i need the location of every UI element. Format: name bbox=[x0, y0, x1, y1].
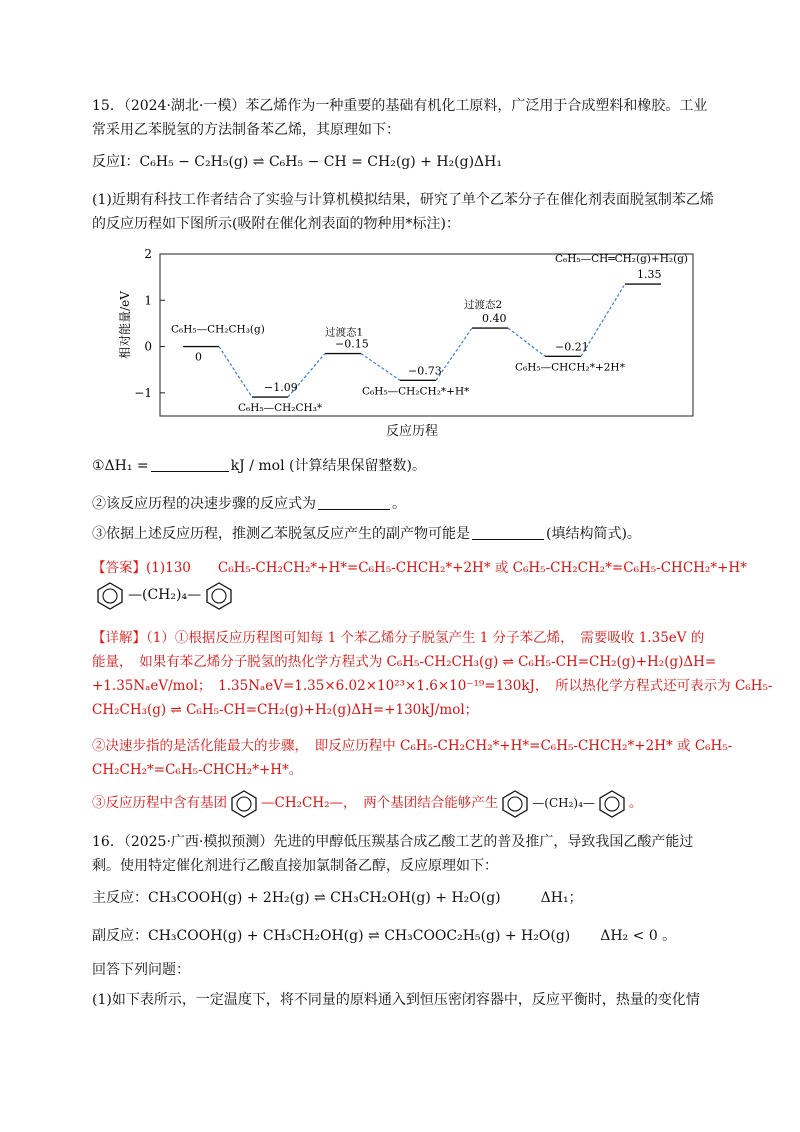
q16-main-reaction bbox=[92, 888, 583, 908]
benzene-ring-icon bbox=[92, 580, 128, 610]
side-reaction-equation: CH₃COOH(g) + CH₃CH₂OH(g) ⇌ CH₃COOC₂H₅(g) + H₂O(g) bbox=[148, 928, 571, 944]
answer-blank-3[interactable] bbox=[472, 525, 544, 540]
q15-sub2 bbox=[92, 494, 406, 514]
y-tick-label: 0 bbox=[144, 339, 152, 354]
detail-text-7: ③反应历程中含有基团 bbox=[92, 795, 227, 811]
y-tick-label: 2 bbox=[144, 247, 152, 261]
connector bbox=[361, 354, 400, 381]
energy-value-label: −0.73 bbox=[408, 364, 442, 378]
detail-line-7 bbox=[92, 788, 642, 820]
species-label: C₆H₅—CH═CH₂(g)+H₂(g) bbox=[555, 253, 689, 266]
q15-part1-line1: (1)近期有科技工作者结合了实验与计算机模拟结果，研究了单个乙苯分子在催化剂表面脱氢制苯乙烯 bbox=[92, 192, 714, 208]
chart-y-axis-label: 相对能量/eV bbox=[118, 291, 132, 359]
reaction-label: 反应Ⅰ： bbox=[92, 154, 140, 170]
species-label: C₆H₅—CH₂CH₂*+H* bbox=[362, 385, 470, 398]
detail-line-6: CH₂CH₂*=C₆H₅-CHCH₂*+H*。 bbox=[92, 762, 303, 778]
q15-sub2-text: ②该反应历程的决速步骤的反应式为 bbox=[92, 496, 316, 512]
benzene-ring-icon bbox=[201, 580, 237, 610]
detail-mid: 两个基团结合能够产生 bbox=[349, 795, 499, 811]
q15-reaction bbox=[92, 152, 502, 172]
chart-x-axis-label: 反应历程 bbox=[386, 424, 439, 439]
main-reaction-equation: CH₃COOH(g) + 2H₂(g) ⇌ CH₃CH₂OH(g) + H₂O(g) bbox=[148, 890, 501, 906]
energy-value-label: −0.15 bbox=[335, 337, 369, 351]
q15-sub3 bbox=[92, 524, 641, 544]
q16-side-reaction bbox=[92, 926, 676, 946]
species-label: C₆H₅—CH₂CH₃* bbox=[238, 402, 323, 415]
q16-prompt: 回答下列问题： bbox=[92, 962, 190, 978]
detail-end: 。 bbox=[628, 795, 643, 811]
q15-sub3-text: ③依据上述反应历程，推测乙苯脱氢反应产生的副产物可能是 bbox=[92, 526, 470, 542]
benzene-ring-icon bbox=[498, 788, 532, 818]
answer-blank-2[interactable] bbox=[318, 495, 390, 510]
detail-chain: —(CH₂)₄— bbox=[532, 796, 595, 810]
answer-tag: 【答案】 bbox=[92, 560, 146, 576]
benzene-ring-icon bbox=[595, 788, 629, 818]
energy-value-label: −0.21 bbox=[555, 340, 589, 354]
answer-text: (1)130 C₆H₅-CH₂CH₂*+H*=C₆H₅-CHCH₂*+2H* 或 C₆H₅-CH₂CH₂*=C₆H₅-CHCH₂*+H* bbox=[146, 560, 747, 576]
q15-stem-line2: 常采用乙苯脱氢的方法制备苯乙烯，其原理如下： bbox=[92, 122, 400, 138]
detail-text-1: （1）①根据反应历程图可知每 1 个苯乙烯分子脱氢产生 1 分子苯乙烯， 需要吸收 1.35eV 的 bbox=[146, 630, 705, 646]
answer-line bbox=[92, 558, 747, 578]
q16-stem-line1: 16．（2025·广西·模拟预测）先进的甲醇低压羰基合成乙酸工艺的普及推广，导致我国乙酸产能过 bbox=[92, 834, 694, 850]
q15-sub1 bbox=[92, 456, 426, 476]
detail-line-1 bbox=[92, 628, 704, 648]
answer-structure bbox=[92, 580, 237, 610]
energy-value-label: 0 bbox=[195, 350, 202, 364]
detail-line-3: +1.35NₐeV/mol； 1.35NₐeV=1.35×6.02×10²³×1.6×10⁻¹⁹=130kJ， 所以热化学方程式还可表示为 C₆H₅- bbox=[92, 678, 773, 694]
answer-chain: —(CH₂)₄— bbox=[128, 587, 202, 603]
detail-line-2: 能量， 如果有苯乙烯分子脱氢的热化学方程式为 C₆H₅-CH₂CH₃(g) ⇌ C₆H₅-CH=CH₂(g)+H₂(g)ΔH= bbox=[92, 654, 717, 670]
energy-value-label: −1.09 bbox=[264, 381, 298, 395]
q15-sub1-text: ①ΔH₁ = bbox=[92, 458, 149, 474]
detail-line-5: ②决速步指的是活化能最大的步骤， 即反应历程中 C₆H₅-CH₂CH₂*+H*=C₆H₅-CHCH₂*+2H* 或 C₆H₅- bbox=[92, 738, 733, 754]
side-reaction-dh: ΔH₂ < 0 。 bbox=[600, 928, 677, 944]
detail-line-4: CH₂CH₃(g) ⇌ C₆H₅-CH=CH₂(g)+H₂(g)ΔH=+130kJ/mol； bbox=[92, 702, 479, 718]
benzene-ring-icon bbox=[227, 788, 261, 818]
species-label: 过渡态1 bbox=[325, 326, 364, 339]
main-reaction-dh: ΔH₁； bbox=[540, 890, 583, 906]
reaction-equation: C₆H₅ − C₂H₅(g) ⇌ C₆H₅ − CH = CH₂(g) + H₂(g)ΔH₁ bbox=[139, 154, 502, 170]
species-label: C₆H₅—CH₂CH₃(g) bbox=[171, 323, 265, 336]
main-reaction-label: 主反应： bbox=[92, 890, 148, 906]
q15-sub3-tail: (填结构简式)。 bbox=[546, 526, 641, 542]
detail-tag: 【详解】 bbox=[92, 630, 146, 646]
detail-group: —CH₂CH₂—， bbox=[261, 795, 350, 811]
species-label: C₆H₅—CHCH₂*+2H* bbox=[515, 361, 625, 374]
connector bbox=[219, 347, 252, 397]
y-tick-label: −1 bbox=[134, 385, 152, 400]
q16-stem-line2: 剩。使用特定催化剂进行乙酸直接加氯制备乙醇，反应原理如下： bbox=[92, 858, 498, 874]
energy-value-label: 1.35 bbox=[637, 268, 662, 282]
q15-sub2-tail: 。 bbox=[392, 496, 406, 512]
q15-stem-line1: 15．（2024·湖北·一模）苯乙烯作为一种重要的基础有机化工原料，广泛用于合成塑料和橡胶。工业 bbox=[92, 98, 708, 114]
q15-part1-line2: 的反应历程如下图所示(吸附在催化剂表面的物种用*标注)： bbox=[92, 216, 460, 232]
connector bbox=[508, 328, 545, 356]
energy-profile-chart bbox=[115, 240, 705, 440]
answer-blank-1[interactable] bbox=[151, 457, 229, 472]
energy-value-label: 0.40 bbox=[482, 312, 507, 326]
side-reaction-label: 副反应： bbox=[92, 928, 148, 944]
q16-part1: (1)如下表所示，一定温度下，将不同量的原料通入到恒压密闭容器中，反应平衡时，热量的变化情 bbox=[92, 992, 700, 1008]
q15-sub1-tail: kJ / mol (计算结果保留整数)。 bbox=[230, 458, 426, 474]
species-label: 过渡态2 bbox=[464, 299, 503, 312]
y-tick-label: 1 bbox=[144, 293, 152, 308]
